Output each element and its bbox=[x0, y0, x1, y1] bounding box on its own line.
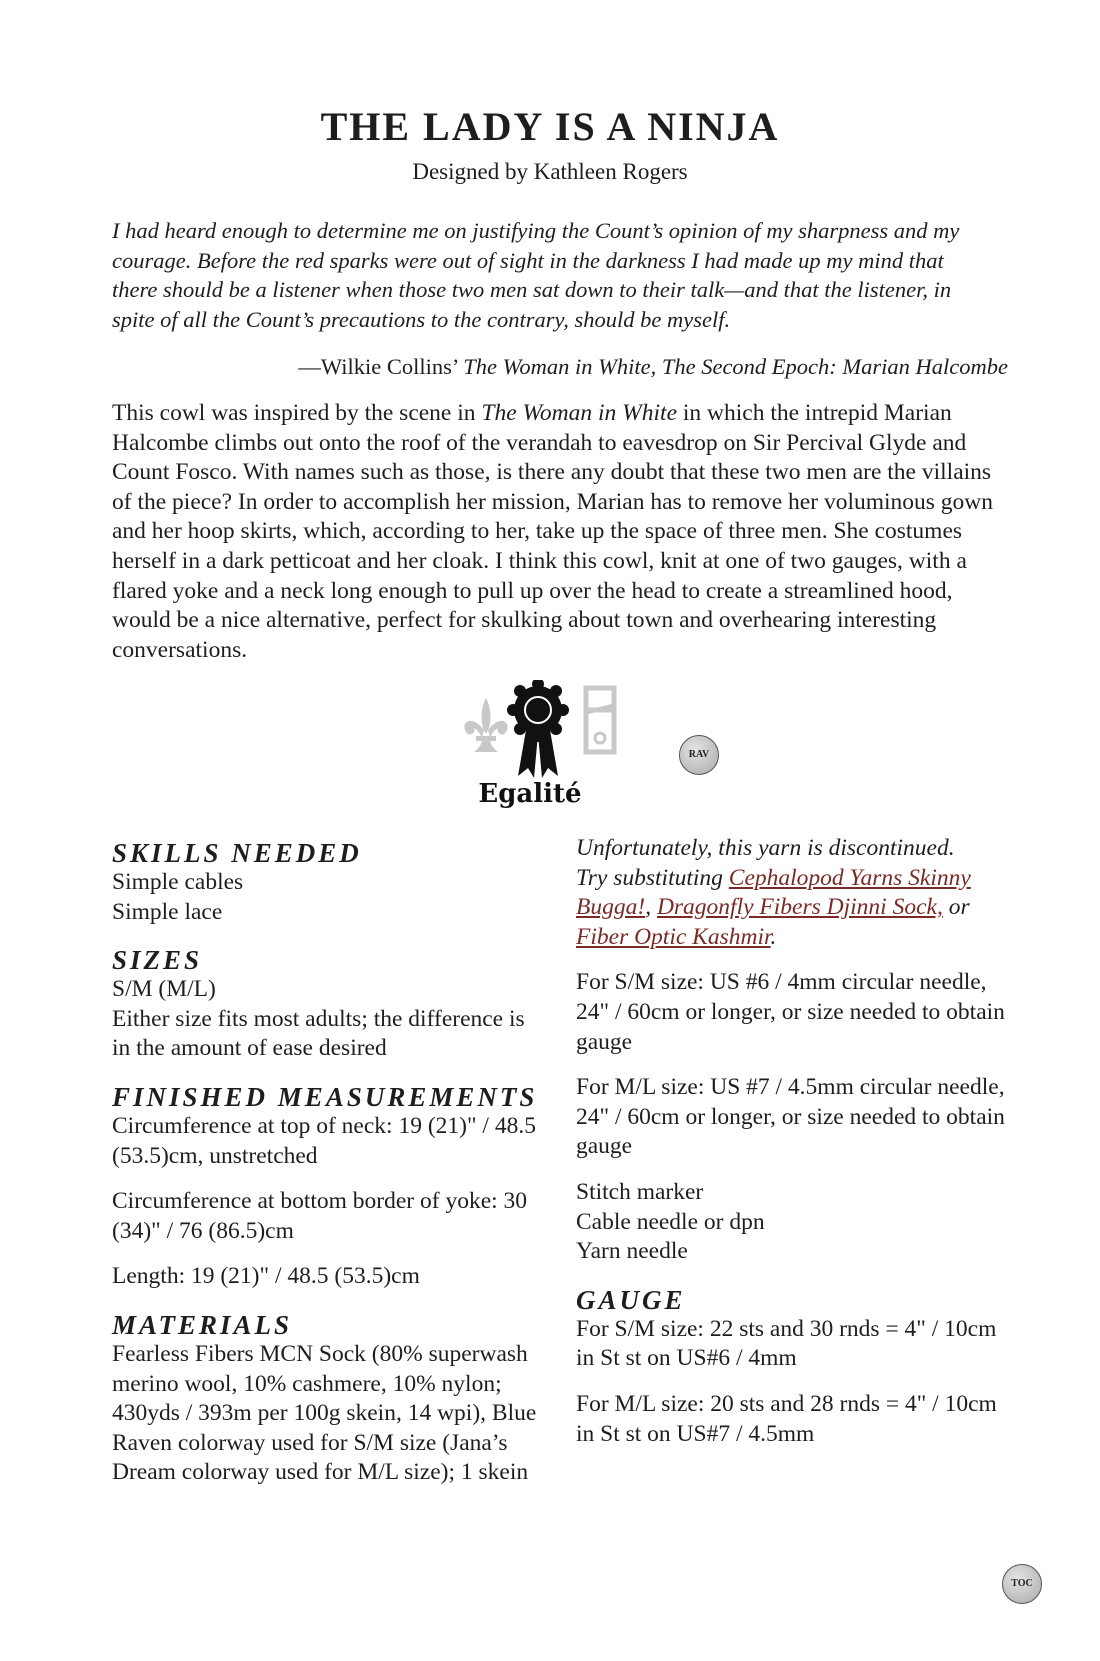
discontinued-text: Unfortunately, this yarn is discontinued. bbox=[576, 835, 955, 861]
skill-item: Simple cables bbox=[112, 869, 244, 895]
attribution-prefix: —Wilkie Collins’ bbox=[298, 354, 464, 379]
yarn-description: Fearless Fibers MCN Sock (80% superwash merino wool, 10% cashmere, 10% nylon; 430yds / 393m per 100g skein, 14 wpi), Blue Raven colorway used for S/M size (Jana’s Dream colorway used for M/L size); 1 skein bbox=[112, 1340, 537, 1486]
substitute-link-fiber-optic[interactable]: Fiber Optic Kashmir bbox=[576, 923, 771, 950]
ravelry-badge-button[interactable]: RAV bbox=[679, 735, 719, 775]
substitute-intro: Try substituting bbox=[576, 864, 729, 891]
gauge-ml: For M/L size: 20 sts and 28 rnds = 4" / 10cm in St st on US#7 / 4.5mm bbox=[576, 1390, 997, 1447]
designer-byline: Designed by Kathleen Rogers bbox=[412, 159, 688, 184]
gauge-sm: For S/M size: 22 sts and 30 rnds = 4" / 10cm in St st on US#6 / 4mm bbox=[576, 1315, 997, 1372]
intro-work-title: The Woman in White bbox=[481, 400, 677, 426]
gauge-heading: GAUGE bbox=[576, 1284, 686, 1315]
logo-text: Egalité bbox=[478, 779, 582, 809]
epigraph-attribution bbox=[298, 354, 1008, 380]
skill-item: Simple lace bbox=[112, 898, 223, 925]
needle-ml: For M/L size: US #7 / 4.5mm circular needle, 24" / 60cm or longer, or size needed to obtain gauge bbox=[576, 1074, 1005, 1160]
substitute-link-dragonfly[interactable]: Dragonfly Fibers Djinni Sock, bbox=[656, 894, 943, 921]
needle-sm: For S/M size: US #6 / 4mm circular needle, 24" / 60cm or longer, or size needed to obtain gauge bbox=[576, 969, 1005, 1055]
toc-badge-button[interactable]: TOC bbox=[1002, 1564, 1042, 1604]
measurement-item: Circumference at top of neck: 19 (21)" / 48.5 (53.5)cm, unstretched bbox=[112, 1112, 536, 1169]
page-title: THE LADY IS A NINJA bbox=[320, 104, 780, 149]
sizes-heading: SIZES bbox=[112, 945, 203, 976]
left-column bbox=[112, 838, 542, 1488]
measurement-item: Circumference at bottom border of yoke: 30 (34)" / 76 (86.5)cm bbox=[112, 1188, 528, 1244]
separator: or bbox=[942, 894, 970, 921]
egalite-logo bbox=[462, 680, 662, 810]
fleur-de-lis-icon bbox=[464, 698, 507, 752]
separator: , bbox=[645, 894, 657, 921]
attribution-work: The Woman in White, The Second Epoch: Marian Halcombe bbox=[463, 354, 1008, 379]
intro-paragraph bbox=[112, 399, 1008, 665]
measurements-heading: FINISHED MEASUREMENTS bbox=[112, 1081, 538, 1112]
notion-item: Stitch marker bbox=[576, 1178, 704, 1205]
sizes-range: S/M (M/L) bbox=[112, 976, 216, 1003]
substitute-link-cephalopod[interactable]: Cephalopod Yarns Skinny Bugga! bbox=[576, 864, 971, 921]
separator: . bbox=[770, 923, 777, 950]
rosette-ribbon-icon bbox=[507, 680, 569, 778]
right-column bbox=[576, 834, 1016, 1449]
guillotine-icon bbox=[586, 688, 614, 752]
intro-part1: This cowl was inspired by the scene in bbox=[112, 400, 482, 426]
materials-heading: MATERIALS bbox=[112, 1309, 293, 1340]
sizes-note: Either size fits most adults; the difference is in the amount of ease desired bbox=[112, 1005, 525, 1062]
epigraph-quote: I had heard enough to determine me on justifying the Count’s opinion of my sharpness and my courage. Before the red sparks were out of sight in the darkness I had made up my mind that there should be a listener when those two men sat down to their talk—and that the listener, in spite of all the Count’s precautions to the contrary, should be myself. bbox=[112, 218, 960, 332]
notion-item: Cable needle or dpn bbox=[576, 1208, 765, 1235]
intro-part2: in which the intrepid Marian Halcombe climbs out onto the roof of the verandah to eavesdrop on Sir Percival Glyde and Count Fosco. With names such as those, is there any doubt that these two men are the villains of the piece? In order to accomplish her mission, Marian has to remove her voluminous gown and her hoop skirts, which, according to her, take up the space of three men. She costumes herself in a dark petticoat and her cloak. I think this cowl, knit at one of two gauges, with a flared yoke and a neck long enough to pull up over the head to create a streamlined hood, would be a nice alternative, perfect for skulking about town and overhearing interesting conversations. bbox=[112, 400, 994, 663]
skills-heading: SKILLS NEEDED bbox=[112, 838, 362, 868]
measurement-item: Length: 19 (21)" / 48.5 (53.5)cm bbox=[112, 1263, 420, 1290]
notion-item: Yarn needle bbox=[576, 1238, 688, 1265]
discontinued-note bbox=[576, 834, 1016, 952]
egalite-logo-graphic bbox=[462, 680, 662, 810]
